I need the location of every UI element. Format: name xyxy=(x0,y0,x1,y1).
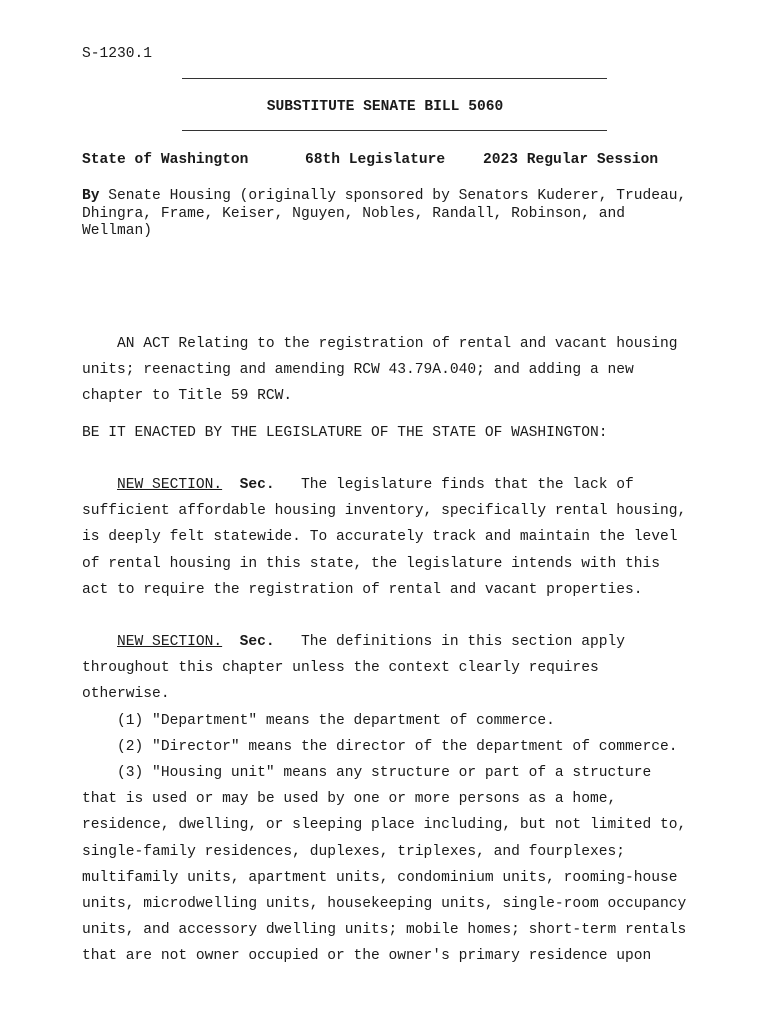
section-1-line: act to require the registration of rental and vacant properties. xyxy=(82,581,643,598)
bill-title: SUBSTITUTE SENATE BILL 5060 xyxy=(266,99,504,115)
section-2-line: multifamily units, apartment units, condominium units, rooming-house xyxy=(82,869,678,886)
section-1-line: is deeply felt statewide. To accurately track and maintain the level xyxy=(82,529,678,546)
section-2-line: otherwise. xyxy=(82,686,170,703)
sponsor-line: Senate Housing (originally sponsored by Senators Kuderer, Trudeau, xyxy=(99,188,687,204)
act-line: chapter to Title 59 RCW. xyxy=(82,388,293,405)
section-1-line: sufficient affordable housing inventory, specifically rental housing, xyxy=(82,503,687,520)
sponsor-block xyxy=(82,188,686,241)
definition-3: (3) "Housing unit" means any structure or part of a structure xyxy=(82,765,652,782)
by-label: By xyxy=(82,188,100,204)
section-2-first-line xyxy=(82,629,722,655)
sec-label: Sec. xyxy=(239,477,275,493)
act-line: units; reenacting and amending RCW 43.79A.040; and adding a new xyxy=(82,362,634,379)
legislature-label: 68th Legislature xyxy=(305,152,446,168)
sponsor-line: Dhingra, Frame, Keiser, Nguyen, Nobles, Randall, Robinson, and xyxy=(82,205,625,222)
section-2-line: throughout this chapter unless the context clearly requires xyxy=(82,660,599,677)
act-title-paragraph xyxy=(82,331,722,410)
new-section-label: NEW SECTION. xyxy=(117,477,223,493)
top-rule xyxy=(182,78,607,79)
sec-label: Sec. xyxy=(239,634,275,650)
section-2-first-text: The definitions in this section apply xyxy=(274,634,625,650)
state-label: State of Washington xyxy=(82,152,249,168)
document-id: S-1230.1 xyxy=(82,46,153,62)
title-rule xyxy=(182,130,607,131)
definition-1: (1) "Department" means the department of commerce. xyxy=(82,712,555,729)
enacting-clause: BE IT ENACTED BY THE LEGISLATURE OF THE STATE OF WASHINGTON: xyxy=(82,425,608,441)
act-line: AN ACT Relating to the registration of rental and vacant housing xyxy=(82,336,678,352)
section-2-line: units, microdwelling units, housekeeping units, single-room occupancy xyxy=(82,896,687,913)
section-2-line: residence, dwelling, or sleeping place including, but not limited to, xyxy=(82,817,687,834)
section-2-line: that are not owner occupied or the owner's primary residence upon xyxy=(82,948,652,965)
section-1-first-text: The legislature finds that the lack of xyxy=(274,477,634,493)
new-section-label: NEW SECTION. xyxy=(117,634,223,650)
definition-2: (2) "Director" means the director of the department of commerce. xyxy=(82,738,678,755)
section-2 xyxy=(82,629,722,970)
section-2-line: units, and accessory dwelling units; mobile homes; short-term rentals xyxy=(82,922,687,939)
section-1-line: of rental housing in this state, the legislature intends with this xyxy=(82,555,661,572)
section-1-first-line xyxy=(82,472,722,498)
session-label: 2023 Regular Session xyxy=(483,152,659,168)
section-1 xyxy=(82,472,722,603)
section-2-line: that is used or may be used by one or more persons as a home, xyxy=(82,791,617,808)
section-2-line: single-family residences, duplexes, triplexes, and fourplexes; xyxy=(82,843,625,860)
sponsor-line: Wellman) xyxy=(82,223,153,239)
